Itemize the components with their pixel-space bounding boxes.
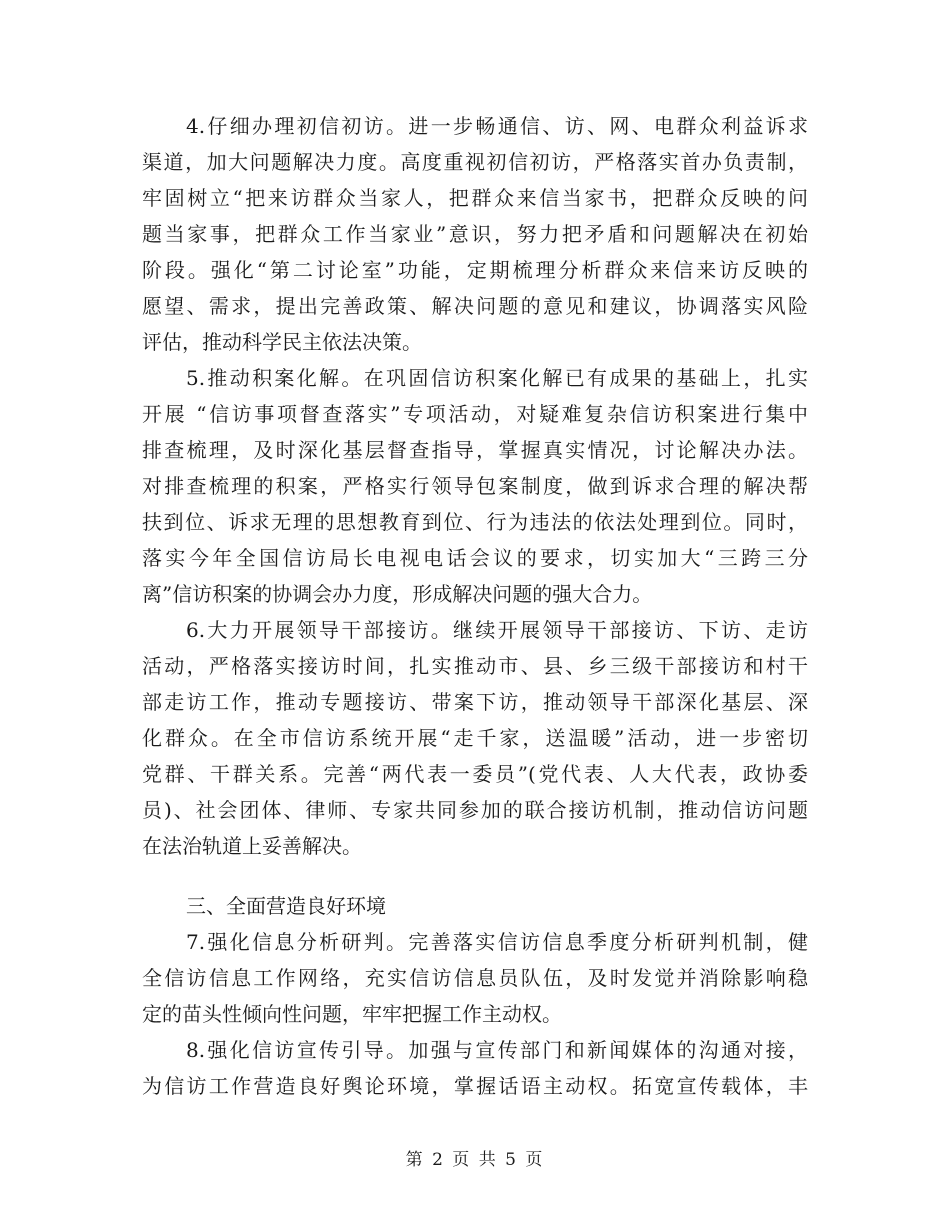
item-5-line-1: 5.推动积案化解。在巩固信访积案化解已有成果的基础上，扎实 (186, 366, 808, 390)
page-number-footer: 第 2 页 共 5 页 (405, 1150, 545, 1170)
item-5-line-2: 开展 “信访事项督查落实”专项活动，对疑难复杂信访积案进行集中 (142, 402, 808, 426)
item-6-line-2: 活动，严格落实接访时间，扎实推动市、县、乡三级干部接访和村干 (142, 654, 808, 678)
item-4-line-2: 渠道，加大问题解决力度。高度重视初信初访，严格落实首办负责制， (142, 150, 808, 174)
item-4-line-5: 阶段。强化“第二讨论室”功能，定期梳理分析群众来信来访反映的 (142, 258, 808, 282)
item-6-line-5: 党群、干群关系。完善“两代表一委员”(党代表、人大代表，政协委 (142, 762, 808, 786)
item-7-line-3: 定的苗头性倾向性问题，牢牢把握工作主动权。 (142, 1002, 562, 1026)
item-6-line-4: 化群众。在全市信访系统开展“走千家，送温暖”活动，进一步密切 (142, 726, 808, 750)
item-4-line-7: 评估，推动科学民主依法决策。 (142, 330, 422, 354)
item-8-line-2: 为信访工作营造良好舆论环境，掌握话语主动权。拓宽宣传载体，丰 (142, 1074, 808, 1098)
item-6-line-7: 在法治轨道上妥善解决。 (142, 834, 362, 858)
item-5-line-4: 对排查梳理的积案，严格实行领导包案制度，做到诉求合理的解决帮 (142, 474, 808, 498)
item-5-line-3: 排查梳理，及时深化基层督查指导，掌握真实情况，讨论解决办法。 (142, 438, 808, 462)
item-4-line-4: 题当家事，把群众工作当家业”意识，努力把矛盾和问题解决在初始 (142, 222, 808, 246)
item-4-line-6: 愿望、需求，提出完善政策、解决问题的意见和建议，协调落实风险 (142, 294, 808, 318)
item-6-line-6: 员)、社会团体、律师、专家共同参加的联合接访机制，推动信访问题 (142, 798, 808, 822)
item-7-line-2: 全信访信息工作网络，充实信访信息员队伍，及时发觉并消除影响稳 (142, 966, 808, 990)
section-heading: 三、全面营造良好环境 (186, 894, 386, 918)
item-6-line-1: 6.大力开展领导干部接访。继续开展领导干部接访、下访、走访 (186, 618, 808, 642)
item-5-line-6: 落实今年全国信访局长电视电话会议的要求，切实加大“三跨三分 (142, 546, 808, 570)
item-6-line-3: 部走访工作，推动专题接访、带案下访，推动领导干部深化基层、深 (142, 690, 808, 714)
item-4-line-3: 牢固树立“把来访群众当家人，把群众来信当家书，把群众反映的问 (142, 186, 808, 210)
item-7-line-1: 7.强化信息分析研判。完善落实信访信息季度分析研判机制，健 (186, 930, 808, 954)
item-8-line-1: 8.强化信访宣传引导。加强与宣传部门和新闻媒体的沟通对接， (186, 1038, 808, 1062)
item-4-line-1: 4.仔细办理初信初访。进一步畅通信、访、网、电群众利益诉求 (186, 114, 808, 138)
item-5-line-5: 扶到位、诉求无理的思想教育到位、行为违法的依法处理到位。同时， (142, 510, 808, 534)
item-5-line-7: 离”信访积案的协调会办力度，形成解决问题的强大合力。 (142, 582, 653, 606)
